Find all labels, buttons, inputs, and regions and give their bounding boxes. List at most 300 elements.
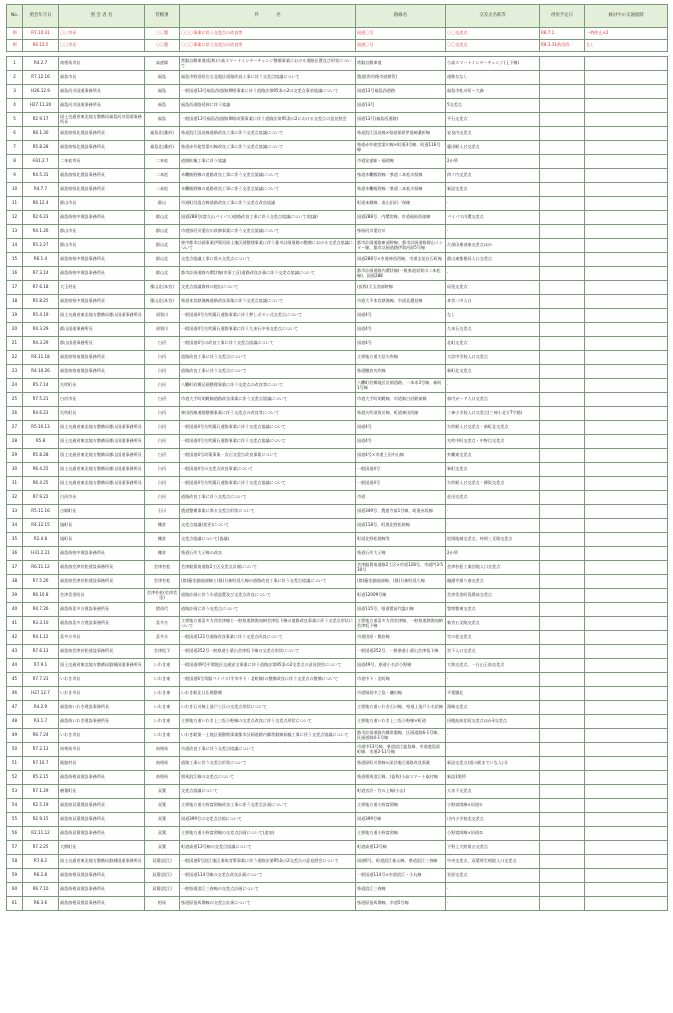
cell-intersection: - (446, 673, 540, 687)
table-row (7, 57, 668, 71)
cell-scheduled (540, 799, 585, 813)
cell-regulation (585, 687, 668, 701)
cell-no: 25 (7, 393, 23, 407)
cell-requester: 福島県相双建設事務所長 (59, 883, 145, 897)
cell-subject: 一般国道121号道路改良事業に伴う交差点改良について (180, 631, 356, 645)
cell-subject: 一般県道浪江三春線の交差点計画について (180, 883, 356, 897)
cell-office: 二本松 (145, 169, 180, 183)
cell-road: 国道13号(福島西道路) (356, 113, 446, 127)
cell-office: 双葉 (145, 785, 180, 799)
cell-subject: 道路計画に伴う交差点について (180, 603, 356, 617)
cell-office: 会津若松 (145, 561, 180, 575)
cell-requester: 福島河川国道事務所長 (59, 99, 145, 113)
cell-road: 市道田原・熊倉線 (356, 631, 446, 645)
table-row (7, 631, 668, 645)
cell-office: 会津若松 (145, 575, 180, 589)
cell-office: 白河 (145, 435, 180, 449)
cell-no: 46 (7, 687, 23, 701)
cell-intersection: 三神小学校入口交差点(三神小北方T字路) (446, 407, 540, 421)
cell-intersection: 竹の花交差点 (446, 631, 540, 645)
cell-scheduled (540, 393, 585, 407)
cell-regulation (585, 841, 668, 855)
cell-requester: 国土交通省東北地方整備局郡山国道事務所長 (59, 463, 145, 477)
table-row (7, 323, 668, 337)
cell-requester: 古殿町長 (59, 505, 145, 519)
table-row (7, 589, 668, 603)
cell-scheduled (540, 57, 585, 71)
cell-regulation (585, 673, 668, 687)
cell-office: 白河 (145, 337, 180, 351)
cell-office: 猪苗代 (145, 603, 180, 617)
table-row (7, 393, 668, 407)
cell-regulation (585, 85, 668, 99)
cell-office: いわき東 (145, 701, 180, 715)
cell-regulation (585, 743, 668, 757)
table-row (7, 715, 668, 729)
cell-office: 双葉(浪江) (145, 855, 180, 869)
cell-no: 61 (7, 897, 23, 911)
cell-subject: 県道原釜馬場線の交差点計画について (180, 897, 356, 911)
cell-road: 国道4号 (356, 337, 446, 351)
cell-regulation (585, 477, 668, 491)
cell-regulation (585, 127, 668, 141)
cell-road: 市道大手町胡桃線、市道新白河駅前線 (356, 393, 446, 407)
cell-subject: 道路拡幅工事に伴う協議 (180, 155, 356, 169)
table-row (7, 295, 668, 309)
cell-regulation (585, 71, 668, 85)
cell-office: 喜多方 (145, 617, 180, 631)
cell-scheduled (540, 463, 585, 477)
cell-scheduled (540, 449, 585, 463)
cell-office: 須賀川 (145, 309, 180, 323)
cell-requester: 福島県喜多方建設事務所長 (59, 617, 145, 631)
cell-subject: 道路工事に伴う交差点形状について (180, 757, 356, 771)
cell-road: (都)藤室錦池部線、(都)日新町延久線 (356, 575, 446, 589)
cell-date: H31.2.21 (23, 547, 59, 561)
cell-office: 喜多方 (145, 631, 180, 645)
cell-regulation (585, 547, 668, 561)
cell-no: 1 (7, 57, 23, 71)
cell-office: 郡山北 (145, 211, 180, 225)
cell-no: 17 (7, 281, 23, 295)
cell-requester: 矢吹町長 (59, 407, 145, 421)
cell-regulation (585, 827, 668, 841)
cell-road: 県道原釜馬場線、市道5号線 (356, 897, 446, 911)
cell-road: 国道115号、県道猪苗代塩川線 (356, 603, 446, 617)
cell-subject: いわき石川線上釜戸工区の交差点形状について (180, 701, 356, 715)
cell-road: 都市計画道路東部幹線、都市計画道路郡山インター線、都市計画道路伊賀河原5号線 (356, 239, 446, 253)
cell-regulation (585, 295, 668, 309)
cell-date: R7.5.26 (23, 575, 59, 589)
table-row (7, 701, 668, 715)
cell-requester: 白河市長 (59, 393, 145, 407)
cell-requester: 会津美里町長 (59, 589, 145, 603)
cell-scheduled (540, 295, 585, 309)
cell-scheduled (540, 855, 585, 869)
cell-no: 57 (7, 841, 23, 855)
table-row (7, 239, 668, 253)
cell-road: 国道13号 (356, 99, 446, 113)
cell-scheduled (540, 71, 585, 85)
cell-date: H27.11.20 (23, 99, 59, 113)
cell-intersection: なし (446, 309, 540, 323)
table-row (7, 799, 668, 813)
cell-road: 県道棚倉矢吹線 (356, 365, 446, 379)
cell-date: R7.2.13 (23, 743, 59, 757)
cell-road: 県道石井大子線 (356, 547, 446, 561)
cell-intersection: 荘田交差点 (446, 491, 540, 505)
cell-regulation (585, 225, 668, 239)
cell-scheduled (540, 883, 585, 897)
cell-office: いわき東 (145, 715, 180, 729)
cell-no: 19 (7, 309, 23, 323)
cell-subject: 一般国道4号矢吹鏡石道路事業に伴う交差点協議について (180, 477, 356, 491)
cell-subject: 八幡町若郷区画整理事業に伴う交差点の改良等について (180, 379, 356, 393)
cell-date: R7.6.13 (23, 645, 59, 659)
cell-no: 28 (7, 435, 23, 449)
cell-road: 国道288号×市道神西西線、市道宝田白石町線 (356, 253, 446, 267)
header-no: No. (7, 5, 23, 28)
cell-office: 棚倉 (145, 533, 180, 547)
cell-road: (仮称)大玉西部幹線 (356, 281, 446, 295)
cell-requester: 郡山市長 (59, 225, 145, 239)
cell-no: 38 (7, 575, 23, 589)
cell-no: 49 (7, 729, 23, 743)
cell-regulation (585, 239, 668, 253)
consultation-table (6, 4, 668, 911)
cell-intersection: - (446, 197, 540, 211)
cell-subject: いわき駅北口広場整備 (180, 687, 356, 701)
cell-requester: 南相馬市長 (59, 743, 145, 757)
cell-subject: 相馬浪江線の交差点について (180, 771, 356, 785)
cell-office: 棚倉 (145, 519, 180, 533)
cell-no: 12 (7, 211, 23, 225)
cell-intersection: 通称名なし (446, 71, 540, 85)
cell-intersection: 〇〇交差点 (446, 40, 540, 52)
cell-no: 42 (7, 631, 23, 645)
cell-date: R4.11.18 (23, 351, 59, 365)
cell-road: 会津縦貫南道路2工区×市道128号、市道門3-530号 (356, 561, 446, 575)
cell-scheduled (540, 351, 585, 365)
cell-date: R2.6.23 (23, 211, 59, 225)
cell-requester: 福島県いわき建設事務所長 (59, 715, 145, 729)
table-row (7, 183, 668, 197)
cell-requester: 国土交通省東北地方整備局郡山国道事務所長 (59, 309, 145, 323)
cell-date: R6.10.8 (23, 589, 59, 603)
table-row (7, 827, 668, 841)
cell-date: R5.8 (23, 435, 59, 449)
cell-no: 10 (7, 183, 23, 197)
cell-date: R7.6.2 (23, 855, 59, 869)
table-header (7, 5, 668, 28)
cell-date: R6.4.25 (23, 477, 59, 491)
cell-date: R2.9.17 (23, 113, 59, 127)
cell-road: 市道堀坂中之島・鎌田線 (356, 687, 446, 701)
cell-subject: 市道県河川愛宕川改修事業に伴う交差点協議について (180, 225, 356, 239)
example-row (7, 40, 668, 52)
cell-regulation (585, 813, 668, 827)
cell-regulation (585, 575, 668, 589)
cell-date: R5.8.25 (23, 295, 59, 309)
cell-road: 県道赤井姥堂梁川線×町道3号線、町道116号線 (356, 141, 446, 155)
cell-office: 双葉 (145, 841, 180, 855)
cell-road: 八幡町若郷地区計画道路、一本木3号線、新町1号線 (356, 379, 446, 393)
cell-no: 53 (7, 785, 23, 799)
cell-road: 市道 (356, 491, 446, 505)
cell-road: 市道中下・北町線 (356, 673, 446, 687)
cell-no: 39 (7, 589, 23, 603)
cell-requester: 福島県県北建設事務所長 (59, 169, 145, 183)
cell-scheduled (540, 813, 585, 827)
cell-subject: 交差点協議(変更)について (180, 519, 356, 533)
cell-regulation (585, 183, 668, 197)
cell-intersection: 中央交差点、双葉厚生病院入口交差点 (446, 855, 540, 869)
header-office: 管轄署 (145, 5, 180, 28)
cell-intersection: 下野上大野第五交差点 (446, 841, 540, 855)
cell-date: R2.4.8 (23, 533, 59, 547)
cell-date: R2.11.12 (23, 827, 59, 841)
cell-subject: 一般国道114号線の交差点改良計画について (180, 869, 356, 883)
table-row (7, 155, 668, 169)
table-row (7, 113, 668, 127)
cell-requester: 二本松市長 (59, 155, 145, 169)
cell-subject: 道路改良工事に伴う交差点について (180, 351, 356, 365)
cell-requester: 郡山国道事務所長 (59, 323, 145, 337)
cell-no: 8 (7, 155, 23, 169)
header-scheduled: 供用予定日 (540, 5, 585, 28)
cell-intersection: 融通寺通り南交差点 (446, 575, 540, 589)
table-row (7, 281, 668, 295)
cell-date: R7.3.14 (23, 267, 59, 281)
cell-requester: 国土交通省東北地方整備局郡山国道事務所長 (59, 435, 145, 449)
cell-requester: いわき市長 (59, 687, 145, 701)
table-row (7, 785, 668, 799)
cell-requester: 福島県会津若松建設事務所長 (59, 561, 145, 575)
cell-office: 郡山北 (145, 253, 180, 267)
cell-no: 51 (7, 757, 23, 771)
cell-requester: 大熊町長 (59, 841, 145, 855)
cell-office: 相馬 (145, 897, 180, 911)
cell-office: 会津若松(会津美里) (145, 589, 180, 603)
cell-no: 例 (7, 28, 23, 40)
cell-intersection: 宮下入口交差点 (446, 645, 540, 659)
cell-scheduled (540, 267, 585, 281)
cell-office: 南相馬 (145, 757, 180, 771)
cell-scheduled: R8.3.31供用済 (540, 40, 585, 52)
cell-office: 郡山北(本宮) (145, 295, 180, 309)
cell-scheduled (540, 85, 585, 99)
cell-regulation: なし (585, 40, 668, 52)
cell-regulation (585, 99, 668, 113)
cell-date: R2.5.19 (23, 799, 59, 813)
table-row (7, 729, 668, 743)
cell-no: 35 (7, 533, 23, 547)
cell-no: 14 (7, 239, 23, 253)
cell-no: 20 (7, 323, 23, 337)
cell-scheduled (540, 547, 585, 561)
cell-office: 須賀川 (145, 323, 180, 337)
cell-scheduled (540, 113, 585, 127)
cell-intersection: - (446, 743, 540, 757)
cell-regulation (585, 449, 668, 463)
cell-intersection: 小野富岡線×旧道② (446, 827, 540, 841)
example-row (7, 28, 668, 40)
cell-office: 白河 (145, 477, 180, 491)
cell-scheduled (540, 533, 585, 547)
cell-regulation (585, 897, 668, 911)
cell-requester: 福島県喜多方建設事務所長 (59, 603, 145, 617)
cell-scheduled (540, 687, 585, 701)
cell-requester: 福島県双葉建設事務所長 (59, 799, 145, 813)
cell-no: 48 (7, 715, 23, 729)
cell-requester: 国土交通省東北地方整備局磐城国道事務所長 (59, 659, 145, 673)
cell-road: 主要地方道小野富岡線 (356, 827, 446, 841)
cell-scheduled (540, 211, 585, 225)
table-row (7, 463, 668, 477)
cell-intersection: 2か所 (446, 155, 540, 169)
cell-date: H26.12.9 (23, 85, 59, 99)
cell-scheduled (540, 631, 585, 645)
cell-office: 福島 (145, 71, 180, 85)
cell-office: 福島北(桑折) (145, 127, 180, 141)
cell-intersection: 大信中学校入口交差点 (446, 351, 540, 365)
cell-road: 国道118号、町道北野松岡線 (356, 519, 446, 533)
cell-subject: 交差点協議について(協議) (180, 533, 356, 547)
cell-intersection: 警察署東交差点 (446, 603, 540, 617)
cell-intersection: 会津若松工業団地入口交差点 (446, 561, 540, 575)
cell-office: 〇〇署 (145, 28, 180, 40)
header-date: 照会年月日 (23, 5, 59, 28)
cell-road: 国道13号福島西道路 (356, 85, 446, 99)
cell-date: R4.6.23 (23, 407, 59, 421)
cell-subject: 県道石井大子線の改良 (180, 547, 356, 561)
cell-office: 棚倉 (145, 547, 180, 561)
cell-date: H31.2.7 (23, 155, 59, 169)
cell-road: 主要地方道小野富岡線 (356, 799, 446, 813)
cell-subject: 一般国道4号の交差点改良事業について (180, 463, 356, 477)
cell-date: R7.9.1 (23, 659, 59, 673)
cell-road: 市道大平本宮熱海線、市道北濃見線 (356, 295, 446, 309)
cell-regulation (585, 771, 668, 785)
cell-no: 23 (7, 365, 23, 379)
table-body (7, 28, 668, 911)
cell-scheduled (540, 435, 585, 449)
cell-no: 43 (7, 645, 23, 659)
header-requester: 照 会 者 名 (59, 5, 145, 28)
cell-office: 高速隊 (145, 57, 180, 71)
cell-requester: 福島県県北建設事務所長 (59, 141, 145, 155)
cell-office: 〇〇署 (145, 40, 180, 52)
table-row (7, 169, 668, 183)
cell-regulation (585, 435, 668, 449)
table-row (7, 561, 668, 575)
table-row (7, 99, 668, 113)
cell-requester: 国土交通省東北地方整備局福島河川国道事務所長 (59, 113, 145, 127)
table-row (7, 855, 668, 869)
cell-office: 白河 (145, 463, 180, 477)
cell-date: R5.8.28 (23, 141, 59, 155)
cell-office: 福島 (145, 113, 180, 127)
cell-date: R7.9.22 (23, 491, 59, 505)
cell-subject: 市道改良工事に伴う交差点協議について (180, 743, 356, 757)
cell-date: R6.3.6 (23, 897, 59, 911)
cell-regulation (585, 351, 668, 365)
table-row (7, 617, 668, 631)
cell-intersection: 湯崎交差点 (446, 701, 540, 715)
cell-intersection: - (446, 225, 540, 239)
cell-office: 郡山北 (145, 225, 180, 239)
cell-requester: 楢葉町長 (59, 785, 145, 799)
cell-office: 二本松 (145, 155, 180, 169)
cell-road: 主要地方道いわき石川線、県道上釜戸小名浜線 (356, 701, 446, 715)
cell-requester: 郡山市長 (59, 197, 145, 211)
cell-date: R5.10.13 (23, 421, 59, 435)
cell-office: 福島 (145, 85, 180, 99)
cell-office: いわき東 (145, 687, 180, 701)
cell-requester: 郡山市長 (59, 239, 145, 253)
cell-scheduled (540, 253, 585, 267)
table-row (7, 211, 668, 225)
cell-requester: 白河市長 (59, 491, 145, 505)
cell-office: 双葉 (145, 827, 180, 841)
cell-requester: 福島河川国道事務所長 (59, 85, 145, 99)
cell-office: 会津坂下 (145, 645, 180, 659)
cell-requester: 福島県相双建設事務所長 (59, 771, 145, 785)
cell-scheduled (540, 155, 585, 169)
cell-date: R4.12.15 (23, 519, 59, 533)
cell-office: 福島 (145, 99, 180, 113)
cell-road: 市道中13号線、県道浪江鹿島線、市道鹿島原町線、市道2-11号線 (356, 743, 446, 757)
table-row (7, 771, 668, 785)
cell-no: 例 (7, 40, 23, 52)
cell-scheduled (540, 183, 585, 197)
cell-date: R6.2.8 (23, 869, 59, 883)
cell-no: 5 (7, 113, 23, 127)
cell-subject: 一般国道13号福島西道路(Ⅱ期)改築事業に伴う道路法第95条の2における交差点の意見照会 (180, 113, 356, 127)
cell-intersection: 外灘東交差点 (446, 449, 540, 463)
cell-no: 54 (7, 799, 23, 813)
cell-no: 55 (7, 813, 23, 827)
cell-intersection: 会津美里町役場前交差点 (446, 589, 540, 603)
cell-requester: 福島県県中建設事務所長 (59, 295, 145, 309)
cell-road: 一般国道252号、一般県道小梁山会津坂下線 (356, 645, 446, 659)
cell-regulation (585, 365, 668, 379)
cell-office: 白河 (145, 449, 180, 463)
cell-intersection: 5交差点 (446, 99, 540, 113)
cell-scheduled (540, 673, 585, 687)
cell-road: 主要地方道喜多方西会津線、一般県道熱海加納会津坂下線 (356, 617, 446, 631)
cell-requester: 福島県会津若松建設事務所長 (59, 645, 145, 659)
cell-no: 40 (7, 603, 23, 617)
cell-road: 国道49号、県道小名浜小野線 (356, 659, 446, 673)
cell-office: 郡山 (145, 197, 180, 211)
cell-requester: 飯舘村長 (59, 757, 145, 771)
cell-scheduled (540, 491, 585, 505)
cell-office: 白河 (145, 365, 180, 379)
cell-requester: いわき市長 (59, 729, 145, 743)
cell-date: R5.2.27 (23, 239, 59, 253)
cell-regulation (585, 421, 668, 435)
cell-subject: 一般国道4号矢吹鏡石道路事業に伴う久来石中央交差点について (180, 323, 356, 337)
cell-road: 一般国道4号 (356, 477, 446, 491)
table-row (7, 743, 668, 757)
table-row (7, 477, 668, 491)
cell-intersection: 田植池前北町交差点ほか3交差点 (446, 715, 540, 729)
cell-office: 福島北(桑折) (145, 141, 180, 155)
cell-office: 白河 (145, 491, 180, 505)
cell-intersection: 安良内交差点 (446, 127, 540, 141)
cell-office: 南相馬 (145, 771, 180, 785)
